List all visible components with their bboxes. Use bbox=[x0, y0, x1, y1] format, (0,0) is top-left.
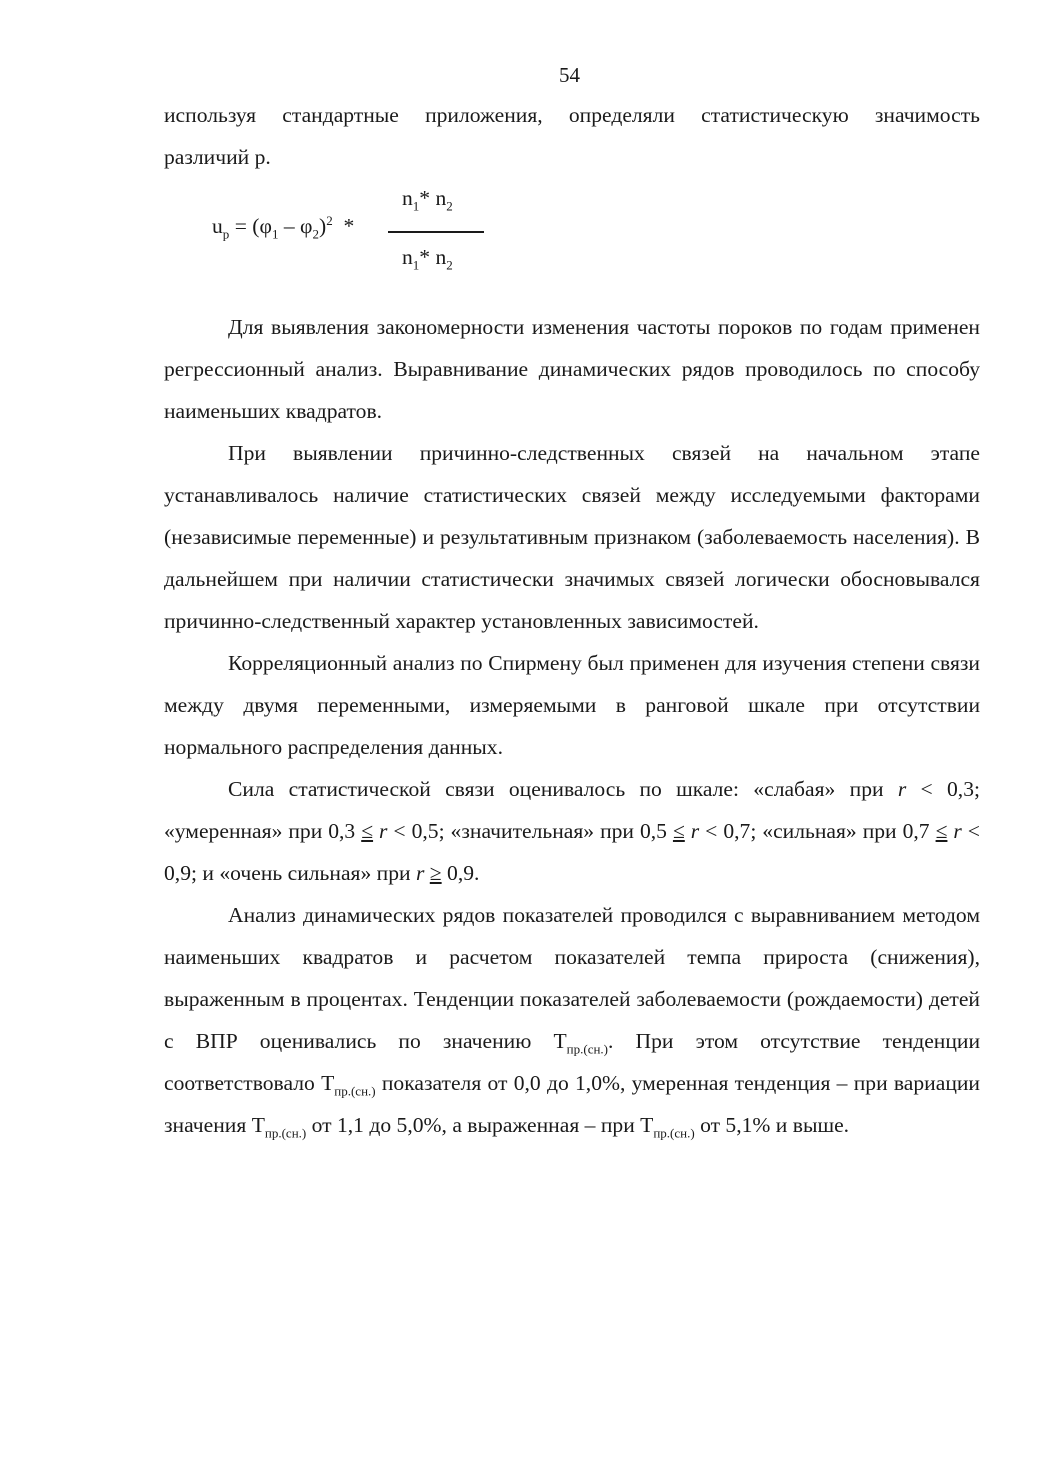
paragraph-causal: При выявлении причинно-следственных связей на начальном этапе устанавливалось наличие статистических связей между исследуемыми факторами (независимые переменные) и результативным признаком (заболеваемость населения). В дальнейшем при наличии статистически значимых связей логически обосновывался причинно-следственный характер установленных зависимостей. bbox=[164, 441, 980, 633]
paragraph-dynamics: Анализ динамических рядов показателей проводился с выравниванием методом наименьших квадратов и расчетом показателей темпа прироста (снижения), выраженным в процентах. Тенденции показателей заболеваемости (рождаемости) детей с ВПР оценивались по значению $Т_{пр.(сн.)}$. При этом отсутствие тенденции соответствовало $Т_{пр.(сн.)}$ показателя от 0,0 до 1,0%, умеренная тенденция – при вариации значения $Т_{пр.(сн.)}$ от 1,1 до 5,0%, а выраженная – при $Т_{пр.(сн.)}$ от 5,1% и выше. bbox=[164, 903, 980, 1141]
formula bbox=[212, 182, 532, 282]
intro-text bbox=[164, 94, 980, 178]
paragraph-regression: Для выявления закономерности изменения частоты пороков по годам применен регрессионный анализ. Выравнивание динамических рядов проводилось по способу наименьших квадратов. bbox=[164, 315, 980, 423]
fraction-bar bbox=[388, 231, 484, 233]
intro-line-1: используя стандартные приложения, определяли статистическую значимость bbox=[164, 103, 980, 127]
formula-left-side: $u_p = (\varphi_1 - \varphi_2)^2$ * bbox=[212, 212, 355, 242]
body-text bbox=[164, 306, 980, 1146]
formula-denominator: $n_1*$ $n_2$ bbox=[402, 245, 453, 273]
paragraph-strength-scale: Сила статистической связи оценивалось по шкале: «слабая» при r < 0,3; «умеренная» при 0,3 ≤ r < 0,5; «значительная» при 0,5 ≤ r < 0,7; «сильная» при 0,7 ≤ r < 0,9; и «очень сильная» при r ≥ 0,9. bbox=[164, 777, 980, 885]
intro-line-2: различий р. bbox=[164, 145, 271, 169]
formula-numerator: $n_1*$ $n_2$ bbox=[402, 186, 453, 214]
paragraph-spearman: Корреляционный анализ по Спирмену был применен для изучения степени связи между двумя переменными, измеряемыми в ранговой шкале при отсутствии нормального распределения данных. bbox=[164, 651, 980, 759]
page-number: 54 bbox=[559, 63, 580, 87]
